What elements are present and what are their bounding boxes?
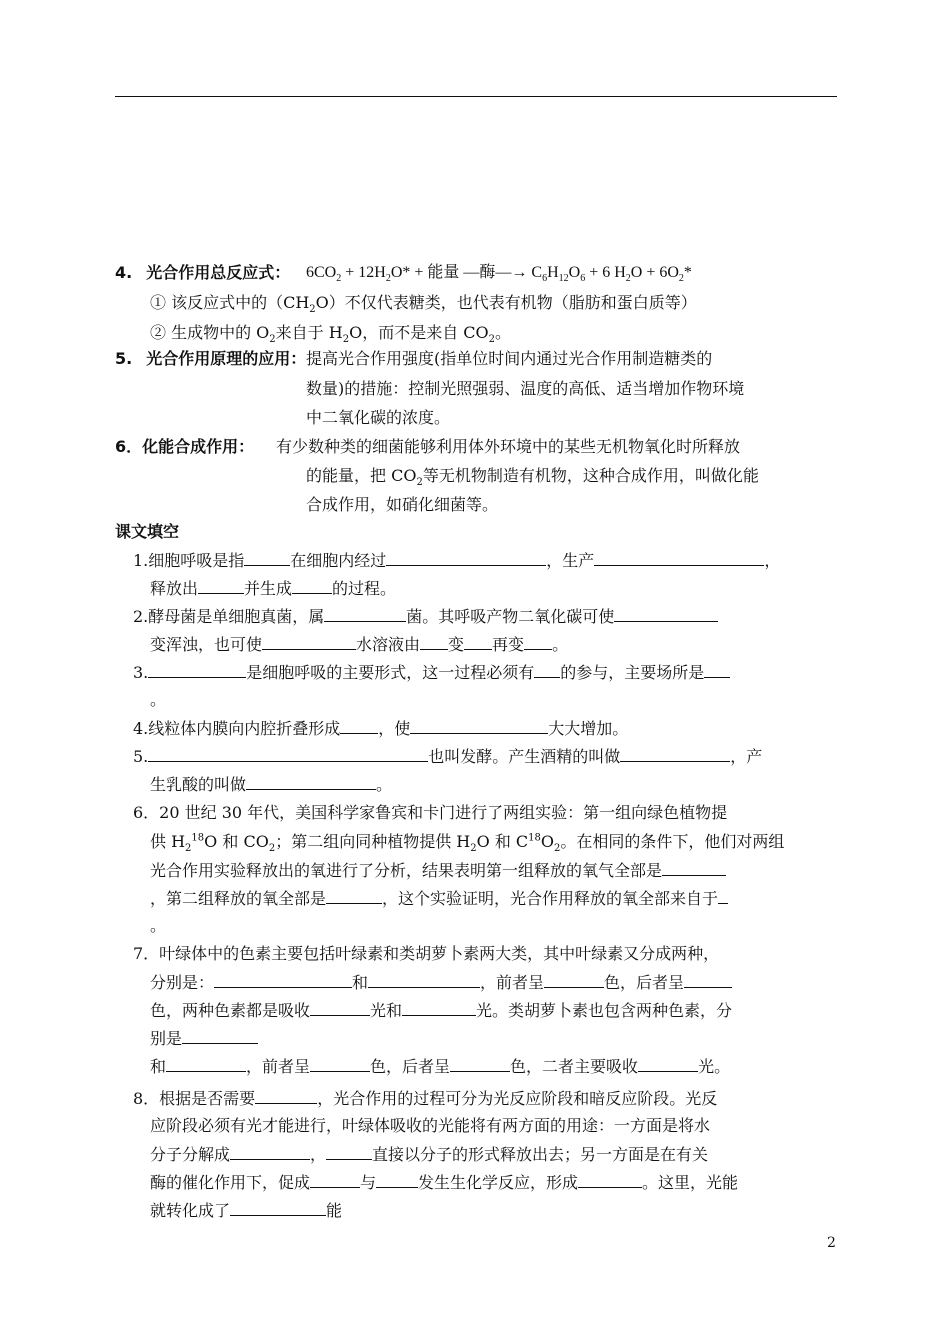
section-5-line-2: 数量)的措施：控制光照强弱、温度的高低、适当增加作物环境: [306, 379, 745, 398]
blank[interactable]: [450, 1056, 510, 1072]
blank[interactable]: [166, 1056, 246, 1072]
section-5-line-3: 中二氧化碳的浓度。: [306, 408, 451, 427]
question-1-line-1: 1.细胞呼吸是指 在细胞内经过 ，生产 ，: [133, 551, 781, 570]
blank[interactable]: [638, 1056, 698, 1072]
question-7-line-2: 分别是： 和 ，前者呈 色，后者呈: [150, 972, 732, 993]
blank[interactable]: [244, 550, 290, 566]
blank[interactable]: [376, 1172, 418, 1188]
blank[interactable]: [620, 746, 730, 762]
question-3-line-1: 3. 是细胞呼吸的主要形式，这一过程必须有 的参与，主要场所是: [133, 662, 730, 683]
blank[interactable]: [718, 888, 728, 904]
section-4-heading: 4. 光合作用总反应式：: [115, 263, 291, 282]
photosynthesis-equation: $6CO_2 + 12H_2O*$ + 能量 —酶—→ $C_6H_{12}O_6 + 6$ $H_2O + 6O_2*$: [306, 264, 692, 285]
question-1-line-2: 释放出 并生成 的过程。: [150, 579, 397, 598]
blank[interactable]: [402, 1000, 476, 1016]
blank[interactable]: [594, 550, 764, 566]
blank[interactable]: [662, 860, 726, 876]
blank[interactable]: [214, 972, 352, 988]
blank[interactable]: [368, 972, 480, 988]
blank[interactable]: [420, 634, 448, 650]
blank[interactable]: [684, 972, 732, 988]
blank[interactable]: [340, 718, 378, 734]
question-6-line-5: 。: [150, 916, 167, 935]
fill-heading: 课文填空: [115, 522, 180, 541]
section-6-heading: 6．化能合成作用：: [115, 437, 255, 456]
header-rule: [115, 96, 837, 97]
blank[interactable]: [534, 662, 560, 678]
section-4-note-2: ② 生成物中的 $O_2$来自于 $H_2O$，而不是来自 $CO_2$。: [150, 323, 512, 346]
blank[interactable]: [614, 606, 718, 622]
blank[interactable]: [292, 578, 332, 594]
blank[interactable]: [310, 1172, 360, 1188]
question-4: 4.线粒体内膜向内腔折叠形成 ，使 大大增加。: [133, 719, 629, 738]
blank[interactable]: [578, 1172, 642, 1188]
question-6-line-3: 光合作用实验释放出的氧进行了分析，结果表明第一组释放的氧气全部是: [150, 860, 726, 881]
page-number: 2: [827, 1235, 836, 1251]
question-8-line-4: 酶的催化作用下，促成 与 发生生化学反应，形成 。这里，光能: [150, 1173, 739, 1192]
question-8-line-5: 就转化成了 能: [150, 1201, 343, 1220]
blank[interactable]: [386, 550, 546, 566]
section-6-line-3: 合成作用，如硝化细菌等。: [306, 495, 499, 514]
blank[interactable]: [246, 774, 376, 790]
question-6-line-4: ，第二组释放的氧全部是 ，这个实验证明，光合作用释放的氧全部来自于: [150, 888, 728, 909]
blank[interactable]: [326, 888, 382, 904]
question-7-line-3: 色，两种色素都是吸收 光和 光。类胡萝卜素也包含两种色素，分: [150, 1001, 733, 1020]
question-7-line-4: 别是: [150, 1028, 258, 1049]
section-6-line-1: 有少数种类的细菌能够利用体外环境中的某些无机物氧化时所释放: [276, 437, 741, 456]
blank[interactable]: [464, 634, 492, 650]
question-8-line-3: 分子分解成 ， 直接以分子的形式释放出去；另一方面是在有关: [150, 1145, 709, 1164]
section-6-line-2: 的能量，把 $CO_2$等无机物制造有机物，这种合成作用，叫做化能: [306, 466, 759, 489]
blank[interactable]: [310, 1056, 370, 1072]
question-2-line-1: 2.酵母菌是单细胞真菌，属 菌。其呼吸产物二氧化碳可使: [133, 606, 718, 627]
blank[interactable]: [255, 1088, 317, 1104]
question-3-line-2: 。: [150, 690, 167, 709]
question-6-line-2: 供 $H_2^{18}O$ 和 $CO_2$；第二组向同种植物提供 $H_2O$ 和 $C^{18}O_2$。在相同的条件下，他们对两组: [150, 832, 785, 855]
question-8-line-1: 8．根据是否需要 ，光合作用的过程可分为光反应阶段和暗反应阶段。光反: [133, 1089, 718, 1108]
section-5-heading: 5. 光合作用原理的应用：: [115, 349, 307, 368]
question-7-line-1: 7．叶绿体中的色素主要包括叶绿素和类胡萝卜素两大类，其中叶绿素又分成两种，: [133, 944, 720, 963]
blank[interactable]: [310, 1000, 370, 1016]
question-5-line-2: 生乳酸的叫做 。: [150, 775, 393, 794]
blank[interactable]: [262, 634, 356, 650]
blank[interactable]: [544, 972, 604, 988]
question-5-line-1: 5. 也叫发酵。产生酒精的叫做 ，产: [133, 747, 763, 766]
section-4-note-1: ① 该反应式中的$(CH_2O)$不仅代表糖类，也代表有机物（脂肪和蛋白质等）: [150, 293, 697, 316]
blank[interactable]: [704, 662, 730, 678]
blank[interactable]: [148, 746, 428, 762]
question-2-line-2: 变浑浊，也可使 水溶液由 变 再变 。: [150, 635, 569, 654]
question-8-line-2: 应阶段必须有光才能进行，叶绿体吸收的光能将有两方面的用途：一方面是将水: [150, 1116, 711, 1135]
question-7-line-5: 和 ，前者呈 色，后者呈 色，二者主要吸收 光。: [150, 1057, 731, 1076]
blank[interactable]: [230, 1144, 310, 1160]
blank[interactable]: [324, 606, 406, 622]
blank[interactable]: [524, 634, 552, 650]
question-6-line-1: 6．20 世纪 30 年代，美国科学家鲁宾和卡门进行了两组实验：第一组向绿色植物提: [133, 803, 728, 822]
blank[interactable]: [410, 718, 548, 734]
blank[interactable]: [198, 578, 244, 594]
blank[interactable]: [326, 1144, 372, 1160]
blank[interactable]: [230, 1200, 326, 1216]
blank[interactable]: [148, 662, 246, 678]
blank[interactable]: [182, 1028, 258, 1044]
section-5-line-1: 提高光合作用强度(指单位时间内通过光合作用制造糖类的: [306, 349, 713, 368]
